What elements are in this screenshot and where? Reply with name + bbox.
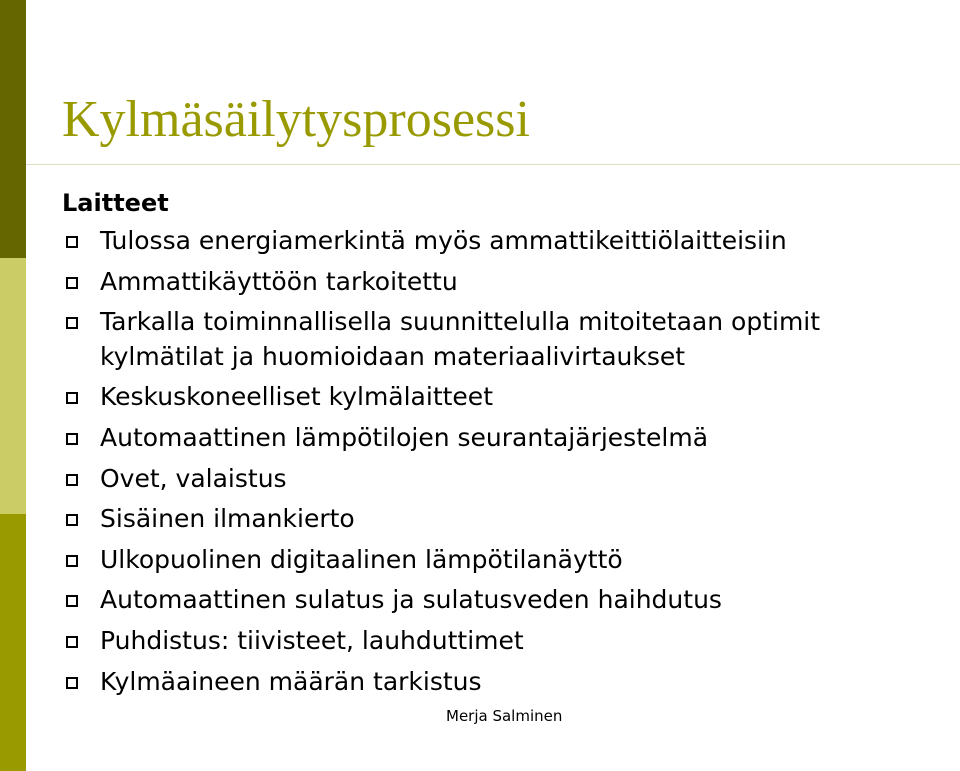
side-bar-light-segment	[0, 258, 26, 514]
hollow-square-icon	[66, 236, 78, 248]
bullet-item	[62, 380, 942, 415]
hollow-square-icon	[66, 392, 78, 404]
hollow-square-icon	[66, 636, 78, 648]
side-bar-dark-segment	[0, 0, 26, 258]
footer-author: Merja Salminen	[446, 707, 563, 725]
side-bar-mid-segment	[0, 514, 26, 771]
bullet-text: Keskuskoneelliset kylmälaitteet	[100, 382, 493, 412]
bullet-text: Sisäinen ilmankierto	[100, 504, 355, 534]
hollow-square-icon	[66, 474, 78, 486]
side-bar	[0, 0, 26, 771]
bullet-text: Automaattinen lämpötilojen seurantajärjestelmä	[100, 422, 709, 452]
bullet-list	[62, 224, 942, 705]
bullet-text: Ammattikäyttöön tarkoitettu	[100, 266, 458, 296]
hollow-square-icon	[66, 277, 78, 289]
title-divider	[26, 164, 960, 165]
hollow-square-icon	[66, 595, 78, 607]
bullet-item	[62, 462, 942, 497]
bullet-item	[62, 624, 942, 659]
bullet-item	[62, 665, 942, 700]
bullet-item	[62, 502, 942, 537]
slide-title: Kylmäsäilytysprosessi	[62, 91, 530, 148]
bullet-item	[62, 583, 942, 618]
hollow-square-icon	[66, 433, 78, 445]
bullet-item	[62, 421, 942, 456]
section-heading: Laitteet	[62, 189, 169, 217]
bullet-item	[62, 543, 942, 578]
hollow-square-icon	[66, 514, 78, 526]
hollow-square-icon	[66, 677, 78, 689]
bullet-text: Automaattinen sulatus ja sulatusveden haihdutus	[100, 585, 722, 615]
bullet-text: Ovet, valaistus	[100, 463, 287, 493]
bullet-text: Puhdistus: tiivisteet, lauhduttimet	[100, 625, 524, 655]
bullet-text: Tarkalla toiminnallisella suunnittelulla mitoitetaan optimit	[100, 307, 821, 337]
bullet-item	[62, 224, 942, 259]
bullet-text-continuation: kylmätilat ja huomioidaan materiaalivirtaukset	[100, 341, 686, 371]
bullet-item	[62, 265, 942, 300]
bullet-text: Kylmäaineen määrän tarkistus	[100, 666, 482, 696]
bullet-text: Tulossa energiamerkintä myös ammattikeittiölaitteisiin	[100, 226, 787, 255]
bullet-item	[62, 305, 942, 374]
hollow-square-icon	[66, 555, 78, 567]
bullet-text: Ulkopuolinen digitaalinen lämpötilanäyttö	[100, 544, 623, 574]
hollow-square-icon	[66, 317, 78, 329]
